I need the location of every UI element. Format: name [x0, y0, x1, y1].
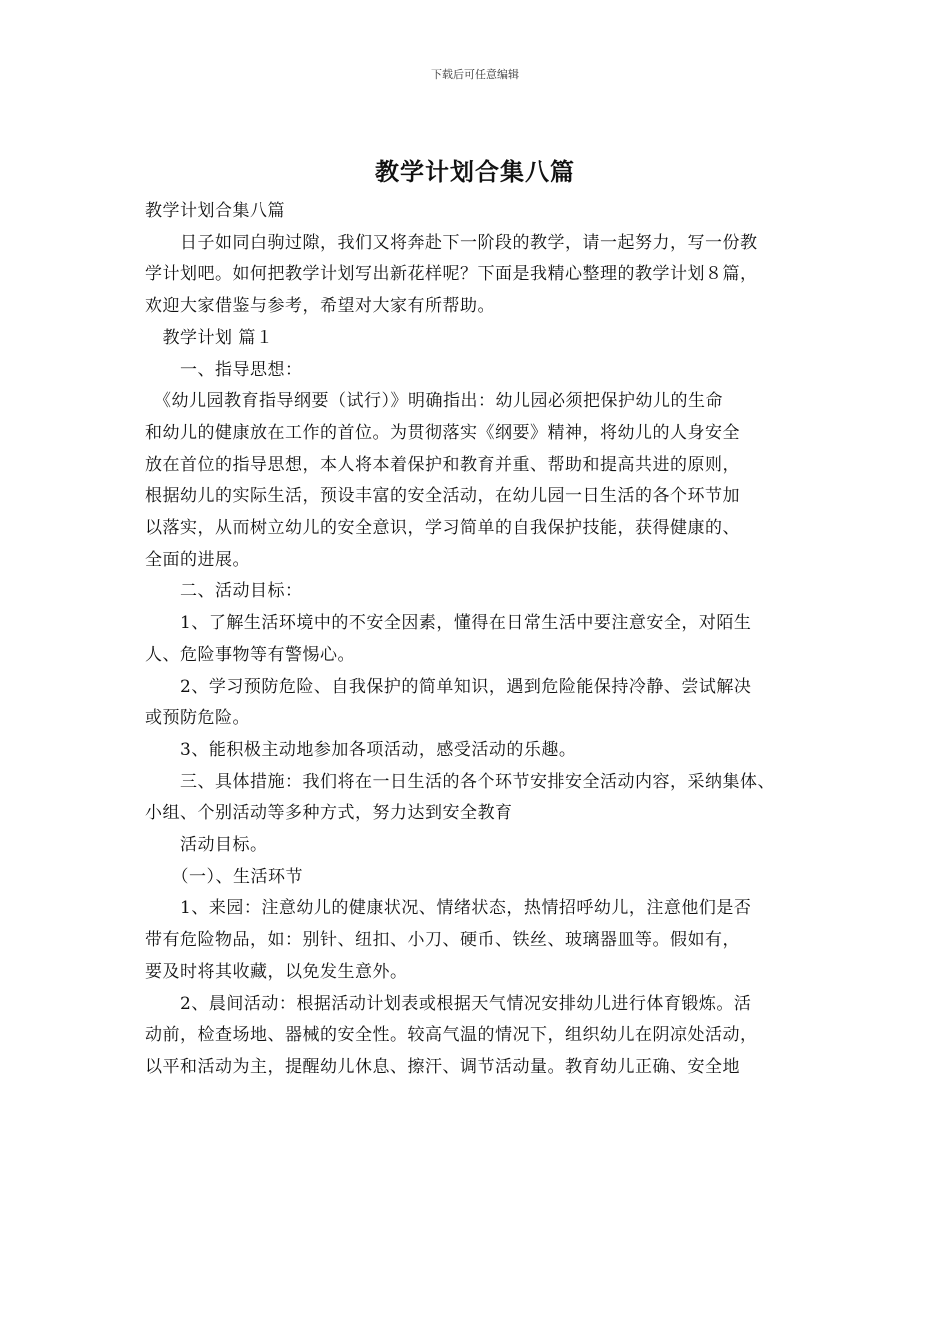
paragraph-line: 和幼儿的健康放在工作的首位。为贯彻落实《纲要》精神，将幼儿的人身安全: [145, 422, 740, 443]
paragraph-line: 小组、个别活动等多种方式，努力达到安全教育: [145, 803, 513, 824]
header-note: 下载后可任意编辑: [431, 68, 519, 81]
document-body: [145, 196, 825, 1084]
paragraph-line: 二、活动目标：: [145, 581, 303, 602]
paragraph-line: 或预防危险。: [145, 708, 250, 729]
paragraph-line: 1、了解生活环境中的不安全因素，懂得在日常生活中要注意安全，对陌生: [145, 613, 752, 634]
paragraph-line: 欢迎大家借鉴与参考，希望对大家有所帮助。: [145, 296, 495, 317]
paragraph-line: 全面的进展。: [145, 549, 250, 570]
paragraph-line: 《幼儿园教育指导纲要（试行）》明确指出：幼儿园必须把保护幼儿的生命: [145, 391, 723, 412]
paragraph-line: 教学计划合集八篇: [145, 201, 285, 221]
paragraph-line: 活动目标。: [145, 835, 268, 856]
paragraph-line: 2、晨间活动：根据活动计划表或根据天气情况安排幼儿进行体育锻炼。活: [145, 993, 752, 1014]
paragraph-line: 人、危险事物等有警惕心。: [145, 644, 355, 665]
paragraph-line: 1、来园：注意幼儿的健康状况、情绪状态，热情招呼幼儿，注意他们是否: [145, 898, 752, 919]
paragraph-line: 一、指导思想：: [145, 359, 303, 380]
paragraph-line: 以平和活动为主，提醒幼儿休息、擦汗、调节活动量。教育幼儿正确、安全地: [145, 1056, 740, 1077]
paragraph-line: 动前，检查场地、器械的安全性。较高气温的情况下，组织幼儿在阴凉处活动，: [145, 1025, 758, 1046]
paragraph-line: 三、具体措施：我们将在一日生活的各个环节安排安全活动内容，采纳集体、: [145, 771, 775, 792]
paragraph-line: 日子如同白驹过隙，我们又将奔赴下一阶段的教学，请一起努力，写一份教: [145, 232, 758, 253]
section-heading: 教学计划 篇１: [145, 327, 274, 348]
paragraph-line: 学计划吧。如何把教学计划写出新花样呢？下面是我精心整理的教学计划８篇，: [145, 264, 758, 285]
paragraph-line: 根据幼儿的实际生活，预设丰富的安全活动，在幼儿园一日生活的各个环节加: [145, 486, 740, 507]
paragraph-line: （一）、生活环节: [145, 866, 303, 887]
paragraph-line: 要及时将其收藏，以免发生意外。: [145, 961, 408, 982]
paragraph-line: 放在首位的指导思想，本人将本着保护和教育并重、帮助和提高共进的原则，: [145, 454, 740, 475]
paragraph-line: 以落实，从而树立幼儿的安全意识，学习简单的自我保护技能，获得健康的、: [145, 518, 740, 539]
document-title: 教学计划合集八篇: [375, 157, 575, 186]
paragraph-line: 带有危险物品，如：别针、纽扣、小刀、硬币、铁丝、玻璃器皿等。假如有，: [145, 930, 740, 951]
paragraph-line: 3、能积极主动地参加各项活动，感受活动的乐趣。: [145, 739, 577, 760]
paragraph-line: 2、学习预防危险、自我保护的简单知识，遇到危险能保持冷静、尝试解决: [145, 676, 752, 697]
